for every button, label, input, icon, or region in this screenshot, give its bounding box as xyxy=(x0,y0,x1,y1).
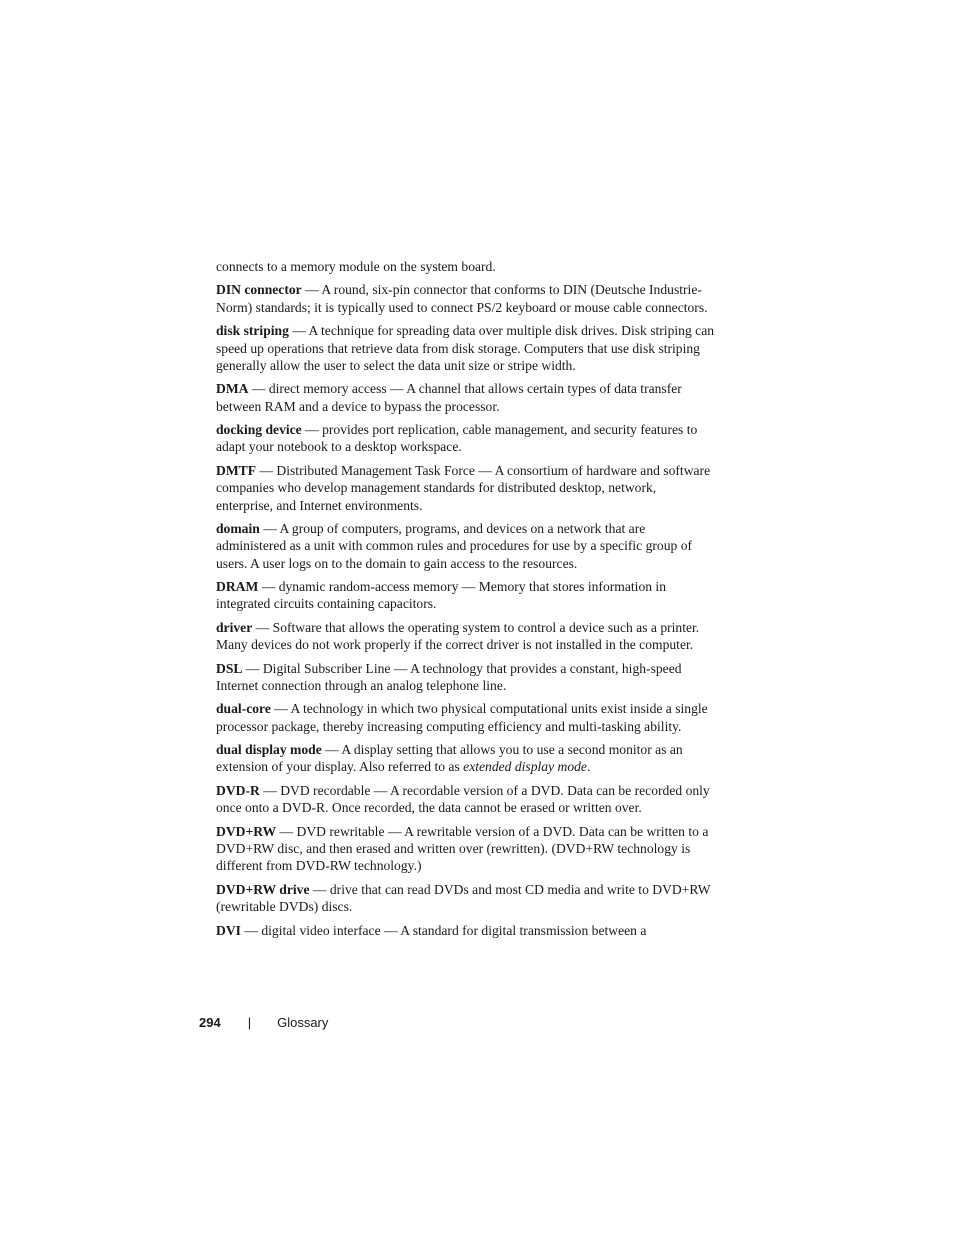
glossary-body xyxy=(216,258,716,945)
glossary-term: DVD+RW xyxy=(216,823,277,839)
glossary-italic-term: extended display mode xyxy=(463,759,587,775)
glossary-term: DVD-R xyxy=(216,782,260,798)
glossary-term: domain xyxy=(216,520,260,536)
glossary-definition: — dynamic random-access memory — Memory that stores information in integrated circuits containing capacitors. xyxy=(216,579,667,612)
glossary-term: DRAM xyxy=(216,579,259,595)
glossary-definition: — Distributed Management Task Force — A consortium of hardware and software companies who develop management standards for distributed desktop, network, enterprise, and Internet environments. xyxy=(216,462,711,513)
glossary-entry-domain xyxy=(216,520,716,572)
glossary-entry-dvd-rw-drive xyxy=(216,881,716,916)
glossary-definition: — A round, six-pin connector that conforms to DIN (Deutsche Industrie-Norm) standards; it is typically used to connect PS/2 keyboard or mouse cable connectors. xyxy=(216,282,708,315)
glossary-term: DMTF xyxy=(216,462,257,478)
glossary-entry-dram xyxy=(216,578,716,613)
glossary-definition: — digital video interface — A standard for digital transmission between a xyxy=(240,922,647,938)
section-title: Glossary xyxy=(277,1015,329,1030)
page-number: 294 xyxy=(199,1015,221,1030)
glossary-definition: — Software that allows the operating system to control a device such as a printer. Many devices do not work properly if the correct driver is not installed in the computer. xyxy=(216,619,700,653)
glossary-definition: — direct memory access — A channel that allows certain types of data transfer between RAM and a device to bypass the processor. xyxy=(216,381,682,414)
page-footer xyxy=(199,1014,328,1032)
glossary-entry-dma xyxy=(216,380,716,415)
glossary-definition: — A group of computers, programs, and devices on a network that are administered as a unit with common rules and procedures for use by a specific group of users. A user logs on to the domain to gain access to the resources. xyxy=(216,520,693,571)
glossary-entry-din-connector xyxy=(216,281,716,316)
glossary-definition: — DVD rewritable — A rewritable version of a DVD. Data can be written to a DVD+RW disc, and then erased and written over (rewritten). (DVD+RW technology is different from DVD-RW technology.) xyxy=(216,823,709,874)
glossary-term: DVD+RW drive xyxy=(216,881,310,897)
glossary-definition: — A technique for spreading data over multiple disk drives. Disk striping can speed up operations that retrieve data from disk storage. Computers that use disk striping generally allow the user to select the data unit size or stripe width. xyxy=(216,323,715,373)
glossary-definition: — DVD recordable — A recordable version of a DVD. Data can be recorded only once onto a DVD-R. Once recorded, the data cannot be erased or written over. xyxy=(216,782,710,816)
glossary-entry-disk-striping xyxy=(216,322,716,374)
glossary-definition: — drive that can read DVDs and most CD media and write to DVD+RW (rewritable DVDs) discs. xyxy=(216,881,711,915)
glossary-entry-dsl xyxy=(216,660,716,695)
glossary-definition: — A display setting that allows you to use a second monitor as an extension of your display. Also referred to as xyxy=(216,742,683,775)
glossary-definition: — A technology in which two physical computational units exist inside a single processor package, thereby increasing computing efficiency and multi-tasking ability. xyxy=(216,701,708,734)
continuation-text: connects to a memory module on the system board. xyxy=(216,259,496,274)
glossary-entry-docking-device xyxy=(216,421,716,456)
glossary-entry-dvd-rw xyxy=(216,823,716,875)
glossary-term: dual display mode xyxy=(216,742,322,758)
glossary-term: DIN connector xyxy=(216,282,302,298)
glossary-entry-dmtf xyxy=(216,462,716,514)
glossary-entry-dvd-r xyxy=(216,782,716,817)
glossary-term: driver xyxy=(216,619,253,635)
glossary-entry-driver xyxy=(216,619,716,654)
footer-separator: | xyxy=(247,1015,252,1030)
glossary-entry-dual-core xyxy=(216,700,716,735)
glossary-definition-end: . xyxy=(586,759,591,775)
glossary-term: disk striping xyxy=(216,323,289,339)
glossary-term: DMA xyxy=(216,381,249,397)
glossary-term: DVI xyxy=(216,922,241,938)
glossary-term: docking device xyxy=(216,422,302,438)
glossary-term: DSL xyxy=(216,660,243,676)
glossary-term: dual-core xyxy=(216,701,271,717)
glossary-entry-dual-display-mode xyxy=(216,741,716,776)
glossary-definition: — Digital Subscriber Line — A technology that provides a constant, high-speed Internet connection through an analog telephone line. xyxy=(216,660,682,693)
glossary-entry-dvi xyxy=(216,922,716,939)
glossary-definition: — provides port replication, cable management, and security features to adapt your notebook to a desktop workspace. xyxy=(216,422,698,455)
